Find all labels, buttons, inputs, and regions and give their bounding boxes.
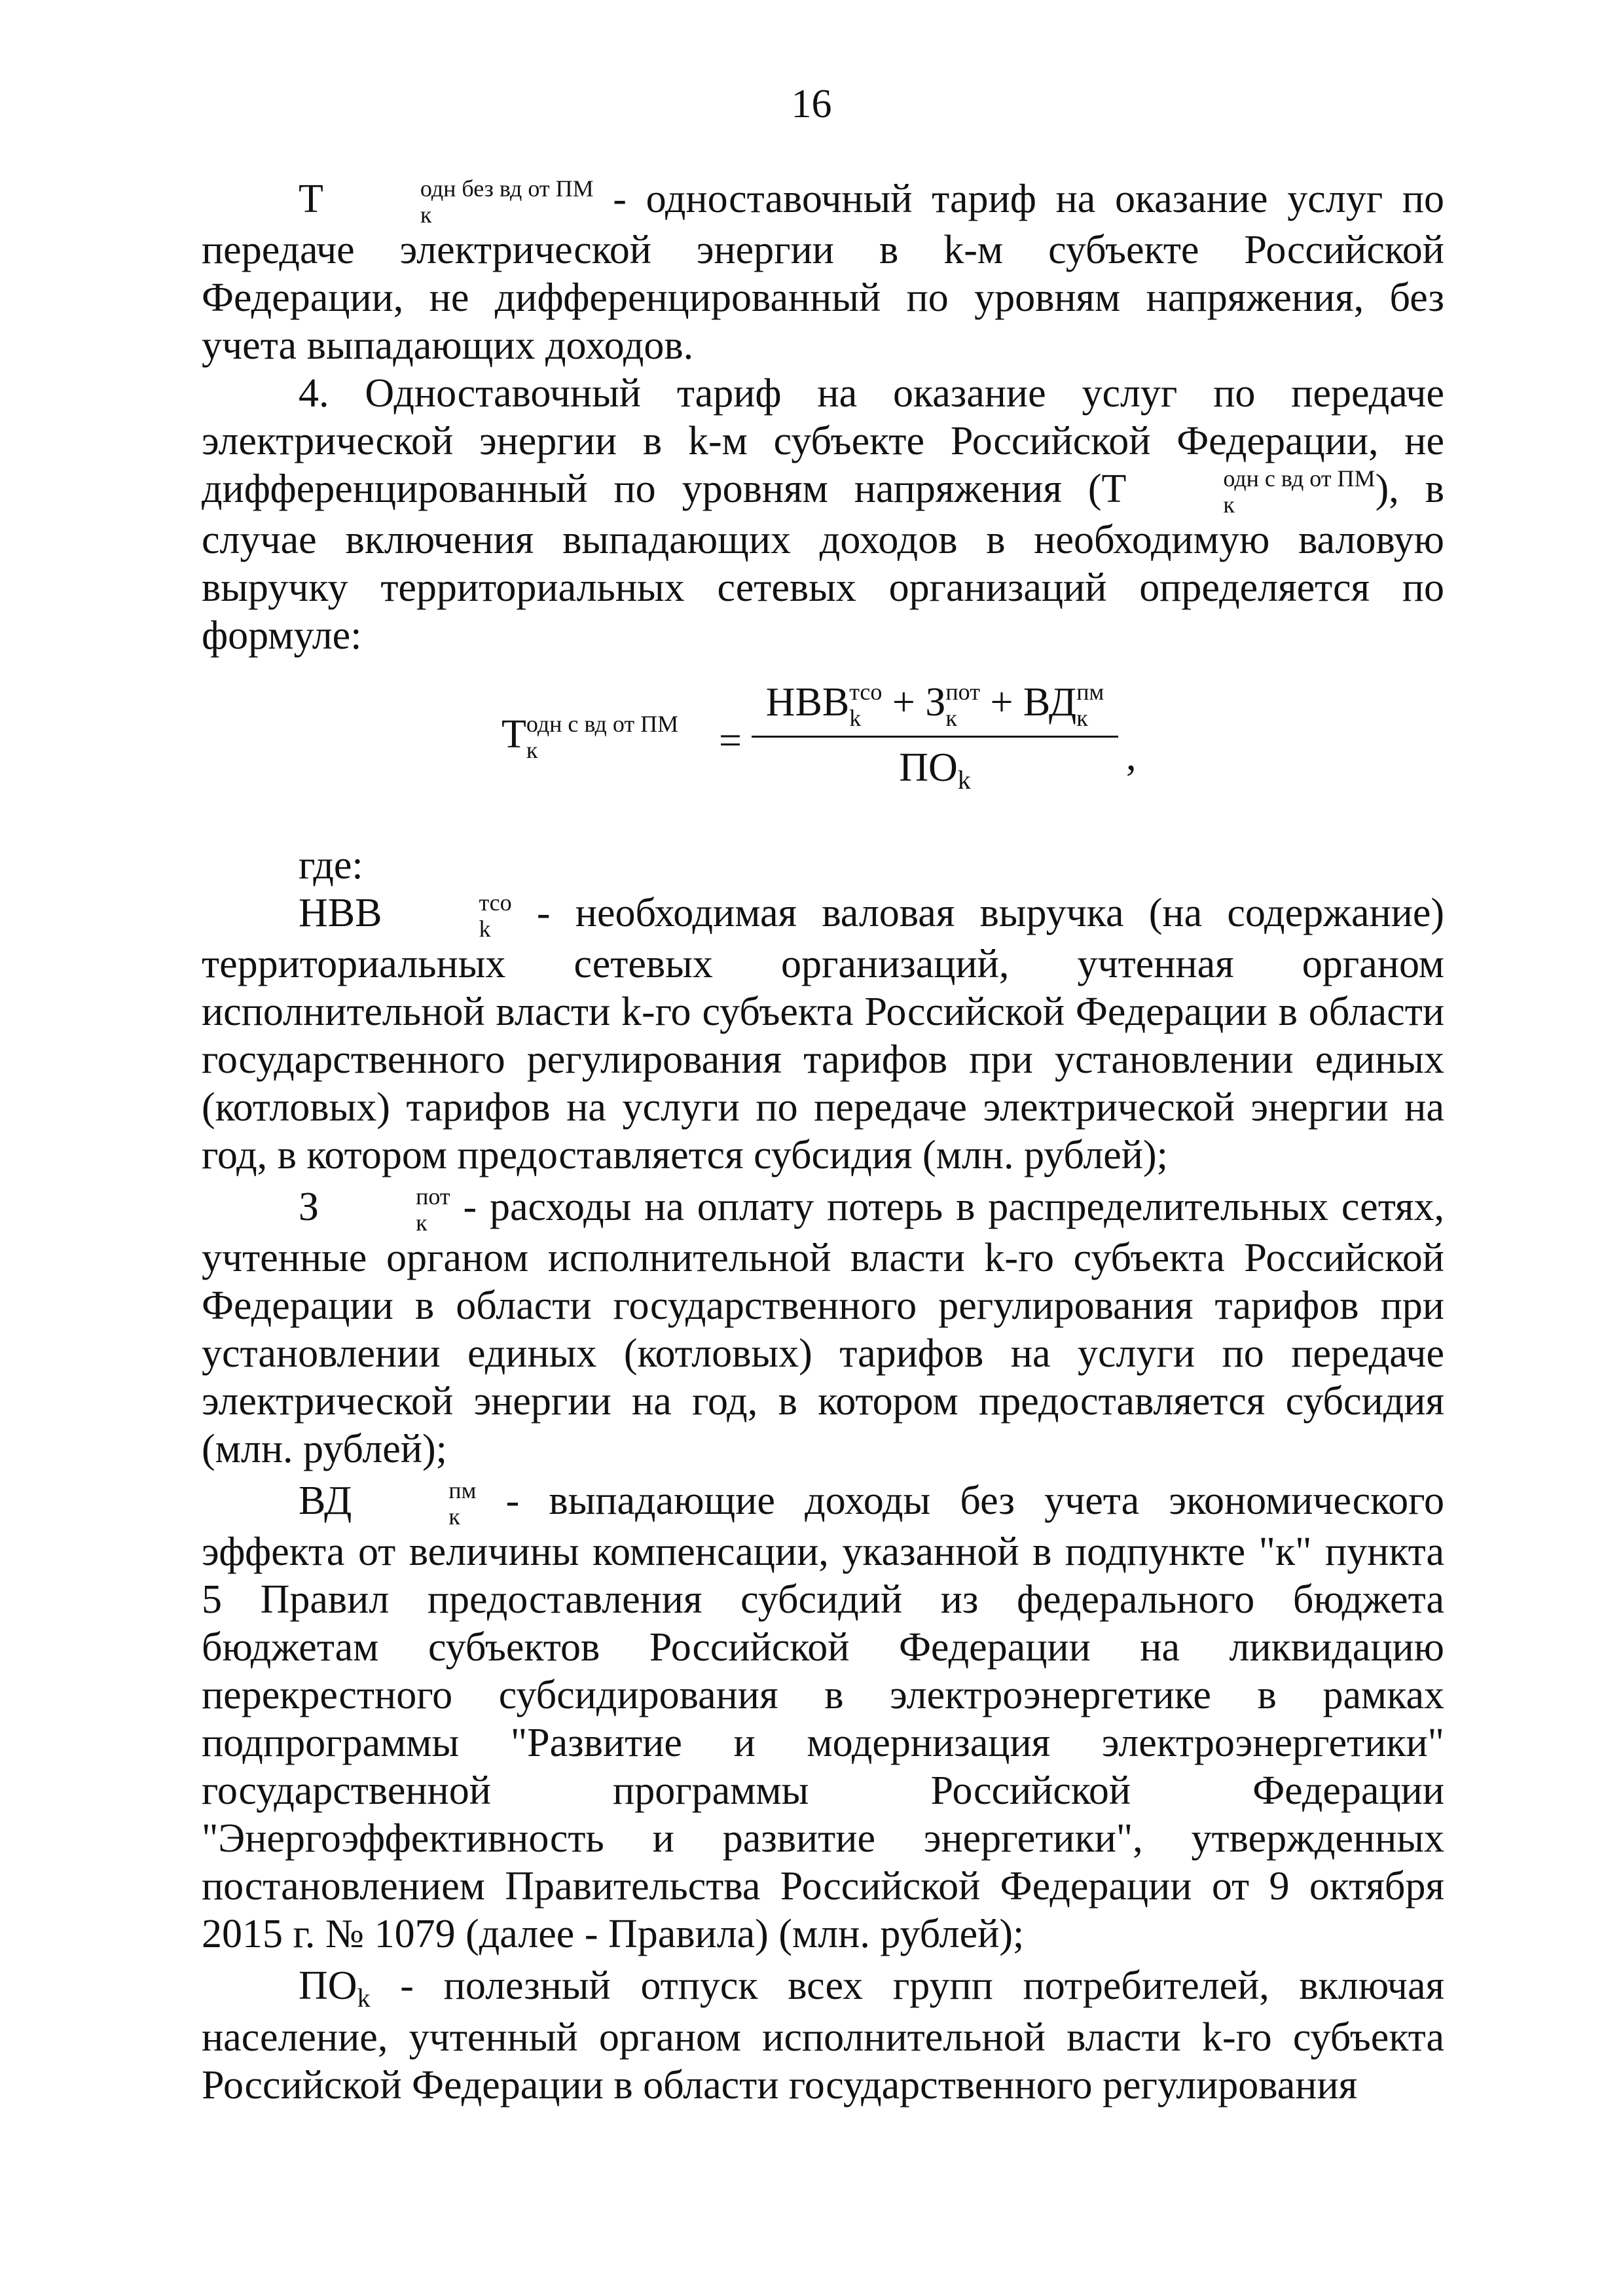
sub-k: к xyxy=(448,1503,460,1530)
sub-k: к xyxy=(526,737,538,763)
symbol-nvv-def xyxy=(299,889,512,942)
sup-pm: пм xyxy=(1076,679,1104,705)
definition-t-without-vd xyxy=(202,175,1444,370)
sub-k: к xyxy=(416,1210,428,1236)
symbol-t: Т xyxy=(1101,467,1127,511)
supsub-t1 xyxy=(323,177,594,226)
supsub-z-def xyxy=(319,1185,450,1234)
formula-denominator xyxy=(752,744,1118,796)
para2-text-b: ), в случае включения выпадающих доходов в необходимую валовую выручку территориальных сетевых организаций определяется по формуле: xyxy=(202,467,1444,658)
symbol-po-def xyxy=(299,1964,371,2013)
symbol-t-odn-bez xyxy=(299,175,594,228)
symbol-vd: ВД xyxy=(299,1479,352,1523)
supsub-vd-def xyxy=(352,1479,476,1528)
sub-k-latin: k xyxy=(479,916,491,942)
sup-odn-s: одн с вд от ПМ xyxy=(1223,465,1376,492)
sup-tso: тсо xyxy=(849,679,883,705)
symbol-z: З xyxy=(925,680,946,725)
symbol-z-def xyxy=(299,1183,450,1236)
formula-numerator xyxy=(752,673,1118,732)
symbol-po: ПО xyxy=(299,1964,357,2008)
sub-k: к xyxy=(420,202,432,228)
symbol-po: ПО xyxy=(899,745,958,790)
paragraph-item-4 xyxy=(202,370,1444,660)
symbol-t-odn-s-inline xyxy=(1101,465,1376,518)
plus-sign: + xyxy=(990,680,1013,725)
formula-comma: , xyxy=(1126,734,1137,779)
symbol-t: Т xyxy=(501,712,526,757)
definition-po xyxy=(202,1962,1444,2109)
def-z-text: - расходы на оплату потерь в распределительных сетях, учтенные органом исполнительной власти k-го субъекта Российской Федерации в области государственного регулирования тарифов при установлении единых (котловых) тарифов на услуги по передаче электрической энергии на год, в котором предоставляется субсидия (млн. рублей); xyxy=(202,1185,1444,1471)
supsub-nvv xyxy=(849,680,882,730)
symbol-vd-def xyxy=(299,1477,477,1530)
para1-text: - одноставочный тариф на оказание услуг по передаче электрической энергии в k-м субъекте Российской Федерации, не дифференцированный по уровням напряжения, без учета выпадающих доходов. xyxy=(202,177,1445,368)
formula-equals: = xyxy=(719,719,742,763)
supsub-z xyxy=(945,680,980,730)
sub-k-latin: k xyxy=(357,1983,371,2013)
formula xyxy=(202,673,1444,836)
para2-text-a: 4. Одноставочный тариф на оказание услуг по передаче электрической энергии в k-м субъекте Российской Федерации, не дифференцированный по уровням напряжения ( xyxy=(202,371,1444,511)
sub-k: к xyxy=(1223,492,1235,518)
supsub-vd xyxy=(1076,680,1104,730)
fraction-line xyxy=(752,736,1118,738)
sub-k: к xyxy=(1076,705,1088,731)
definition-nvv xyxy=(202,889,1444,1179)
def-nvv-text: - необходимая валовая выручка (на содержание) территориальных сетевых организаций, учтенная органом исполнительной власти k-го субъекта Российской Федерации в области государственного регулирования тарифов при установлении единых (котловых) тарифов на услуги по передаче электрической энергии на год, в котором предоставляется субсидия (млн. рублей); xyxy=(202,891,1444,1177)
symbol-t: Т xyxy=(299,177,323,221)
supsub-t2 xyxy=(1126,467,1375,516)
formula-lhs xyxy=(501,711,678,762)
symbol-nvv: НВВ xyxy=(299,891,382,935)
sup-odn-bez: одн без вд от ПМ xyxy=(420,175,594,202)
symbol-nvv: НВВ xyxy=(765,680,850,725)
plus-sign: + xyxy=(892,680,915,725)
page-number: 16 xyxy=(791,82,832,126)
definition-z xyxy=(202,1183,1444,1473)
sub-k-latin: k xyxy=(957,765,971,795)
sub-k: к xyxy=(945,705,957,731)
def-vd-text: - выпадающие доходы без учета экономического эффекта от величины компенсации, указанной в подпункте "к" пункта 5 Правил предоставления субсидий из федерального бюджета бюджетам субъектов Российской Федерации на ликвидацию перекрестного субсидирования в электроэнергетике в рамках подпрограммы "Развитие и модернизация электроэнергетики" государственной программы Российской Федерации "Энергоэффективность и развитие энергетики", утвержденных постановлением Правительства Российской Федерации от 9 октября 2015 г. № 1079 (далее - Правила) (млн. рублей); xyxy=(202,1479,1444,1956)
formula-fraction xyxy=(752,673,1118,796)
sup-pm: пм xyxy=(448,1477,477,1503)
sup-pot: пот xyxy=(945,679,980,705)
supsub-nvv-def xyxy=(382,891,511,941)
supsub-t3 xyxy=(526,712,678,762)
sub-k-latin: k xyxy=(849,705,862,731)
where-label: где: xyxy=(299,843,363,888)
document-body xyxy=(202,175,1444,2109)
def-po-text: - полезный отпуск всех групп потребителей, включая население, учтенный органом исполнительной власти k-го субъекта Российской Федерации в области государственного регулирования xyxy=(202,1964,1444,2108)
sup-pot: пот xyxy=(416,1183,450,1210)
sup-odn-s: одн с вд от ПМ xyxy=(526,711,679,737)
definition-vd xyxy=(202,1477,1444,1958)
symbol-vd: ВД xyxy=(1023,680,1077,725)
sup-tso: тсо xyxy=(479,889,512,916)
symbol-z: З xyxy=(299,1185,319,1229)
